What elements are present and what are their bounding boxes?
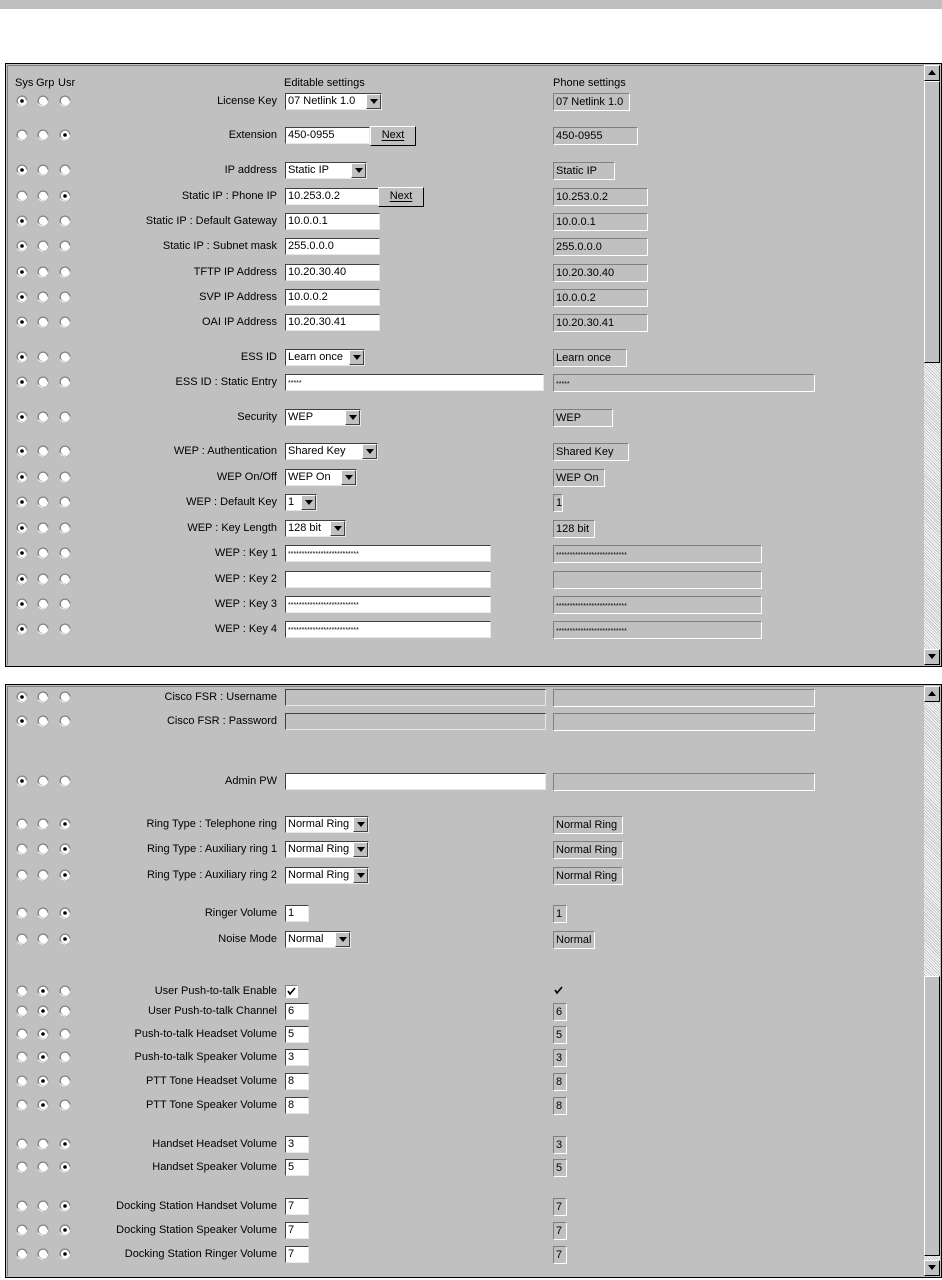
wep-key-3-phone-value-box [553,596,762,614]
cisco-fsr-username-input[interactable] [285,689,546,706]
wep-on-off-select[interactable] [285,469,357,486]
security-select-value: WEP [288,411,314,423]
dropdown-arrow-icon [339,937,347,942]
wep-key-4-input-value: ************************** [288,627,359,634]
user-push-to-talk-enable-phone-checkbox [553,985,566,998]
noise-mode-phone-value: Normal [556,934,592,946]
wep-on-off-phone-value-box [553,469,605,487]
docking-station-speaker-volume-phone-value-box [553,1222,567,1240]
svp-ip-address-input-value: 10.0.0.2 [288,291,328,303]
tftp-ip-address-phone-value: 10.20.30.40 [556,267,615,279]
docking-station-speaker-volume-phone-value: 7 [556,1225,563,1237]
admin-pw-label: Admin PW [225,775,277,787]
handset-speaker-volume-phone-value: 5 [556,1162,563,1174]
checkmark-icon [554,986,563,995]
user-push-to-talk-channel-input[interactable] [285,1003,309,1020]
wep-key-1-input-value: ************************** [288,551,359,558]
extension-phone-value: 450-0955 [556,130,603,142]
wep-key-3-label: WEP : Key 3 [214,598,277,610]
ring-type-auxiliary-ring-1-dropdown-button[interactable] [353,842,368,857]
push-to-talk-headset-volume-input[interactable] [285,1026,309,1043]
ess-id-select-value: Learn once [288,351,344,363]
push-to-talk-headset-volume-label: Push-to-talk Headset Volume [134,1028,277,1040]
tftp-ip-address-input[interactable] [285,264,380,281]
ring-type-auxiliary-ring-1-phone-value-box [553,841,623,859]
wep-authentication-label: WEP : Authentication [173,445,277,457]
security-dropdown-button[interactable] [345,410,360,425]
dropdown-arrow-icon [370,99,378,104]
ptt-tone-headset-volume-phone-value-box [553,1073,567,1091]
static-ip-phone-ip-phone-value: 10.253.0.2 [556,191,608,203]
cisco-fsr-password-input[interactable] [285,713,546,730]
license-key-phone-value: 07 Netlink 1.0 [556,96,624,108]
column-header-grp: Grp [36,77,55,89]
ess-id-dropdown-button[interactable] [349,350,364,365]
user-push-to-talk-channel-label: User Push-to-talk Channel [147,1005,277,1017]
ringer-volume-input-value: 1 [288,907,295,919]
ringer-volume-input[interactable] [285,905,309,922]
ptt-tone-speaker-volume-phone-value-box [553,1097,567,1115]
handset-headset-volume-label: Handset Headset Volume [152,1138,277,1150]
ring-type-auxiliary-ring-2-select[interactable] [285,867,369,884]
security-phone-value: WEP [556,412,582,424]
extension-input[interactable] [285,127,370,144]
noise-mode-select[interactable] [285,931,351,948]
push-to-talk-speaker-volume-phone-value: 3 [556,1052,563,1064]
ptt-tone-headset-volume-input-value: 8 [288,1075,295,1087]
wep-key-length-label: WEP : Key Length [187,522,277,534]
wep-on-off-select-value: WEP On [288,471,331,483]
wep-default-key-label: WEP : Default Key [186,496,277,508]
settings-panel-upper-content [7,65,940,665]
wep-on-off-label: WEP On/Off [216,471,277,483]
ess-id-static-entry-input-value: ***** [288,380,302,387]
ptt-tone-headset-volume-input[interactable] [285,1073,309,1090]
tftp-ip-address-input-value: 10.20.30.40 [288,266,347,278]
ringer-volume-phone-value-box [553,905,567,923]
ptt-tone-speaker-volume-input[interactable] [285,1097,309,1114]
wep-key-2-input[interactable] [285,571,491,588]
tftp-ip-address-label: TFTP IP Address [193,266,277,278]
ring-type-telephone-ring-phone-value-box [553,816,623,834]
ess-id-static-entry-input[interactable] [285,374,544,391]
docking-station-speaker-volume-input-value: 7 [288,1224,295,1236]
oai-ip-address-label: OAI IP Address [201,316,277,328]
ptt-tone-speaker-volume-input-value: 8 [288,1099,295,1111]
noise-mode-dropdown-button[interactable] [335,932,350,947]
handset-speaker-volume-input-value: 5 [288,1161,295,1173]
column-header-editable-settings: Editable settings [284,77,365,89]
wep-on-off-dropdown-button[interactable] [341,470,356,485]
license-key-dropdown-button[interactable] [366,94,381,109]
tftp-ip-address-phone-value-box [553,264,648,282]
static-ip-subnet-mask-label: Static IP : Subnet mask [162,240,277,252]
wep-key-1-input[interactable] [285,545,491,562]
push-to-talk-headset-volume-phone-value-box [553,1026,567,1044]
push-to-talk-speaker-volume-phone-value-box [553,1049,567,1067]
ip-address-select-value: Static IP [288,164,329,176]
wep-key-length-select-value: 128 bit [288,522,322,534]
oai-ip-address-phone-value: 10.20.30.41 [556,317,615,329]
ip-address-phone-value: Static IP [556,165,597,177]
dropdown-arrow-icon [334,526,342,531]
wep-key-1-label: WEP : Key 1 [214,547,277,559]
wep-authentication-phone-value: Shared Key [556,446,614,458]
docking-station-ringer-volume-input-value: 7 [288,1248,295,1260]
security-select[interactable] [285,409,361,426]
settings-panel-lower-content [7,686,940,1276]
ring-type-auxiliary-ring-2-phone-value-box [553,867,623,885]
dropdown-arrow-icon [345,475,353,480]
wep-key-4-label: WEP : Key 4 [214,623,277,635]
docking-station-ringer-volume-phone-value-box [553,1246,567,1264]
static-ip-default-gateway-phone-value-box [553,213,648,231]
ess-id-static-entry-phone-value-box [553,374,815,392]
dropdown-arrow-icon [357,873,365,878]
docking-station-speaker-volume-label: Docking Station Speaker Volume [116,1224,277,1236]
noise-mode-phone-value-box [553,931,595,949]
scroll-up-button[interactable] [924,65,940,81]
ess-id-select[interactable] [285,349,365,366]
top-title-bar [0,0,942,9]
ring-type-auxiliary-ring-1-select-value: Normal Ring [288,843,350,855]
ess-id-static-entry-label: ESS ID : Static Entry [175,376,277,388]
ring-type-auxiliary-ring-2-select-value: Normal Ring [288,869,350,881]
ess-id-phone-value-box [553,349,627,367]
svp-ip-address-input[interactable] [285,289,380,306]
ptt-tone-headset-volume-phone-value: 8 [556,1076,563,1088]
wep-key-2-phone-value-box [553,571,762,589]
push-to-talk-headset-volume-phone-value: 5 [556,1029,563,1041]
column-header-sys: Sys [15,77,34,89]
wep-authentication-dropdown-button[interactable] [362,444,377,459]
ess-id-label: ESS ID [240,351,277,363]
push-to-talk-speaker-volume-input[interactable] [285,1049,309,1066]
wep-key-1-phone-value: ************************** [556,552,627,559]
license-key-select-value: 07 Netlink 1.0 [288,95,356,107]
handset-headset-volume-phone-value: 3 [556,1139,563,1151]
dropdown-arrow-icon [355,168,363,173]
wep-key-1-phone-value-box [553,545,762,563]
dropdown-arrow-icon [366,449,374,454]
scroll-down-button[interactable] [924,1260,940,1276]
dropdown-arrow-icon [349,415,357,420]
handset-speaker-volume-input[interactable] [285,1159,309,1176]
cisco-fsr-password-label: Cisco FSR : Password [166,715,277,727]
static-ip-subnet-mask-phone-value: 255.0.0.0 [556,241,602,253]
static-ip-subnet-mask-input-value: 255.0.0.0 [288,240,334,252]
cisco-fsr-password-phone-value-box [553,713,815,731]
static-ip-phone-ip-next-button[interactable]: Next [378,187,424,207]
vertical-scrollbar-lower[interactable] [924,686,940,1276]
user-push-to-talk-enable-checkbox[interactable] [285,985,298,998]
license-key-phone-value-box [553,93,630,111]
ip-address-label: IP address [224,164,277,176]
scroll-down-arrow-icon [928,1265,936,1270]
docking-station-handset-volume-label: Docking Station Handset Volume [116,1200,277,1212]
ring-type-telephone-ring-dropdown-button[interactable] [353,817,368,832]
security-phone-value-box [553,409,613,427]
dropdown-arrow-icon [305,500,313,505]
static-ip-default-gateway-phone-value: 10.0.0.1 [556,216,596,228]
ring-type-telephone-ring-label: Ring Type : Telephone ring [146,818,277,830]
admin-pw-input[interactable] [285,773,546,790]
column-header-usr: Usr [58,77,76,89]
ip-address-dropdown-button[interactable] [351,163,366,178]
ringer-volume-phone-value: 1 [556,908,563,920]
static-ip-phone-ip-phone-value-box [553,188,648,206]
extension-next-button[interactable]: Next [370,126,416,146]
settings-panel-lower [5,684,942,1278]
ip-address-select[interactable] [285,162,367,179]
ring-type-telephone-ring-select[interactable] [285,816,369,833]
oai-ip-address-input-value: 10.20.30.41 [288,316,347,328]
ring-type-auxiliary-ring-1-select[interactable] [285,841,369,858]
wep-on-off-phone-value: WEP On [556,472,599,484]
handset-speaker-volume-phone-value-box [553,1159,567,1177]
wep-key-4-input[interactable] [285,621,491,638]
static-ip-subnet-mask-phone-value-box [553,238,648,256]
static-ip-default-gateway-input-value: 10.0.0.1 [288,215,328,227]
scroll-down-button[interactable] [924,649,940,665]
license-key-label: License Key [217,95,277,107]
extension-label: Extension [228,129,277,141]
license-key-select[interactable] [285,93,382,110]
extension-phone-value-box [553,127,638,145]
ess-id-static-entry-phone-value: ***** [556,381,570,388]
wep-authentication-select-value: Shared Key [288,445,346,457]
dropdown-arrow-icon [357,847,365,852]
docking-station-speaker-volume-input[interactable] [285,1222,309,1239]
static-ip-subnet-mask-input[interactable] [285,238,380,255]
dropdown-arrow-icon [357,822,365,827]
docking-station-ringer-volume-label: Docking Station Ringer Volume [124,1248,277,1260]
static-ip-phone-ip-label: Static IP : Phone IP [181,190,277,202]
wep-key-3-input[interactable] [285,596,491,613]
user-push-to-talk-channel-phone-value: 6 [556,1006,563,1018]
wep-key-2-label: WEP : Key 2 [214,573,277,585]
wep-authentication-phone-value-box [553,443,629,461]
user-push-to-talk-channel-phone-value-box [553,1003,567,1021]
wep-default-key-select[interactable] [285,494,317,511]
ring-type-auxiliary-ring-2-phone-value: Normal Ring [556,870,618,882]
ring-type-auxiliary-ring-2-dropdown-button[interactable] [353,868,368,883]
cisco-fsr-username-phone-value-box [553,689,815,707]
ring-type-telephone-ring-phone-value: Normal Ring [556,819,618,831]
scrollbar-thumb[interactable] [924,976,940,1256]
docking-station-handset-volume-phone-value-box [553,1198,567,1216]
wep-key-length-phone-value: 128 bit [556,523,590,535]
scroll-up-arrow-icon [928,691,936,696]
noise-mode-select-value: Normal [288,933,324,945]
wep-default-key-phone-value-box [553,494,563,512]
push-to-talk-speaker-volume-input-value: 3 [288,1051,295,1063]
wep-key-length-dropdown-button[interactable] [330,521,345,536]
docking-station-ringer-volume-phone-value: 7 [556,1249,563,1261]
wep-key-length-select[interactable] [285,520,346,537]
docking-station-handset-volume-input-value: 7 [288,1200,295,1212]
static-ip-default-gateway-label: Static IP : Default Gateway [145,215,277,227]
svp-ip-address-phone-value: 10.0.0.2 [556,292,596,304]
ring-type-auxiliary-ring-1-label: Ring Type : Auxiliary ring 1 [146,843,277,855]
handset-headset-volume-input-value: 3 [288,1138,295,1150]
column-header-phone-settings: Phone settings [553,77,626,89]
wep-key-3-input-value: ************************** [288,602,359,609]
docking-station-handset-volume-phone-value: 7 [556,1201,563,1213]
dropdown-arrow-icon [353,355,361,360]
oai-ip-address-phone-value-box [553,314,648,332]
scroll-up-arrow-icon [928,70,936,75]
docking-station-ringer-volume-input[interactable] [285,1246,309,1263]
noise-mode-label: Noise Mode [218,933,277,945]
wep-default-key-phone-value: 1 [556,497,563,509]
ptt-tone-headset-volume-label: PTT Tone Headset Volume [145,1075,277,1087]
handset-headset-volume-input[interactable] [285,1136,309,1153]
svp-ip-address-label: SVP IP Address [199,291,277,303]
extension-input-value: 450-0955 [288,129,335,141]
cisco-fsr-username-label: Cisco FSR : Username [164,691,277,703]
wep-default-key-select-value: 1 [288,496,295,508]
wep-key-4-phone-value: ************************** [556,628,627,635]
scrollbar-thumb[interactable] [924,81,940,363]
user-push-to-talk-enable-label: User Push-to-talk Enable [154,985,277,997]
settings-panel-upper [5,63,942,667]
push-to-talk-headset-volume-input-value: 5 [288,1028,295,1040]
scroll-up-button[interactable] [924,686,940,702]
ringer-volume-label: Ringer Volume [204,907,277,919]
wep-key-length-phone-value-box [553,520,595,538]
scroll-down-arrow-icon [928,654,936,659]
oai-ip-address-input[interactable] [285,314,380,331]
ptt-tone-speaker-volume-label: PTT Tone Speaker Volume [145,1099,277,1111]
security-label: Security [237,411,277,423]
push-to-talk-speaker-volume-label: Push-to-talk Speaker Volume [134,1051,277,1063]
ip-address-phone-value-box [553,162,615,180]
ring-type-auxiliary-ring-2-label: Ring Type : Auxiliary ring 2 [146,869,277,881]
static-ip-default-gateway-input[interactable] [285,213,380,230]
admin-pw-phone-value-box [553,773,815,791]
static-ip-phone-ip-input-value: 10.253.0.2 [288,190,340,202]
wep-default-key-dropdown-button[interactable] [301,495,316,510]
static-ip-phone-ip-input[interactable] [285,188,380,205]
handset-headset-volume-phone-value-box [553,1136,567,1154]
wep-key-4-phone-value-box [553,621,762,639]
handset-speaker-volume-label: Handset Speaker Volume [152,1161,277,1173]
wep-key-3-phone-value: ************************** [556,603,627,610]
wep-authentication-select[interactable] [285,443,378,460]
ess-id-phone-value: Learn once [556,352,612,364]
user-push-to-talk-channel-input-value: 6 [288,1005,295,1017]
ptt-tone-speaker-volume-phone-value: 8 [556,1100,563,1112]
checkmark-icon [287,987,296,996]
svp-ip-address-phone-value-box [553,289,648,307]
ring-type-telephone-ring-select-value: Normal Ring [288,818,350,830]
vertical-scrollbar-upper[interactable] [924,65,940,665]
ring-type-auxiliary-ring-1-phone-value: Normal Ring [556,844,618,856]
docking-station-handset-volume-input[interactable] [285,1198,309,1215]
